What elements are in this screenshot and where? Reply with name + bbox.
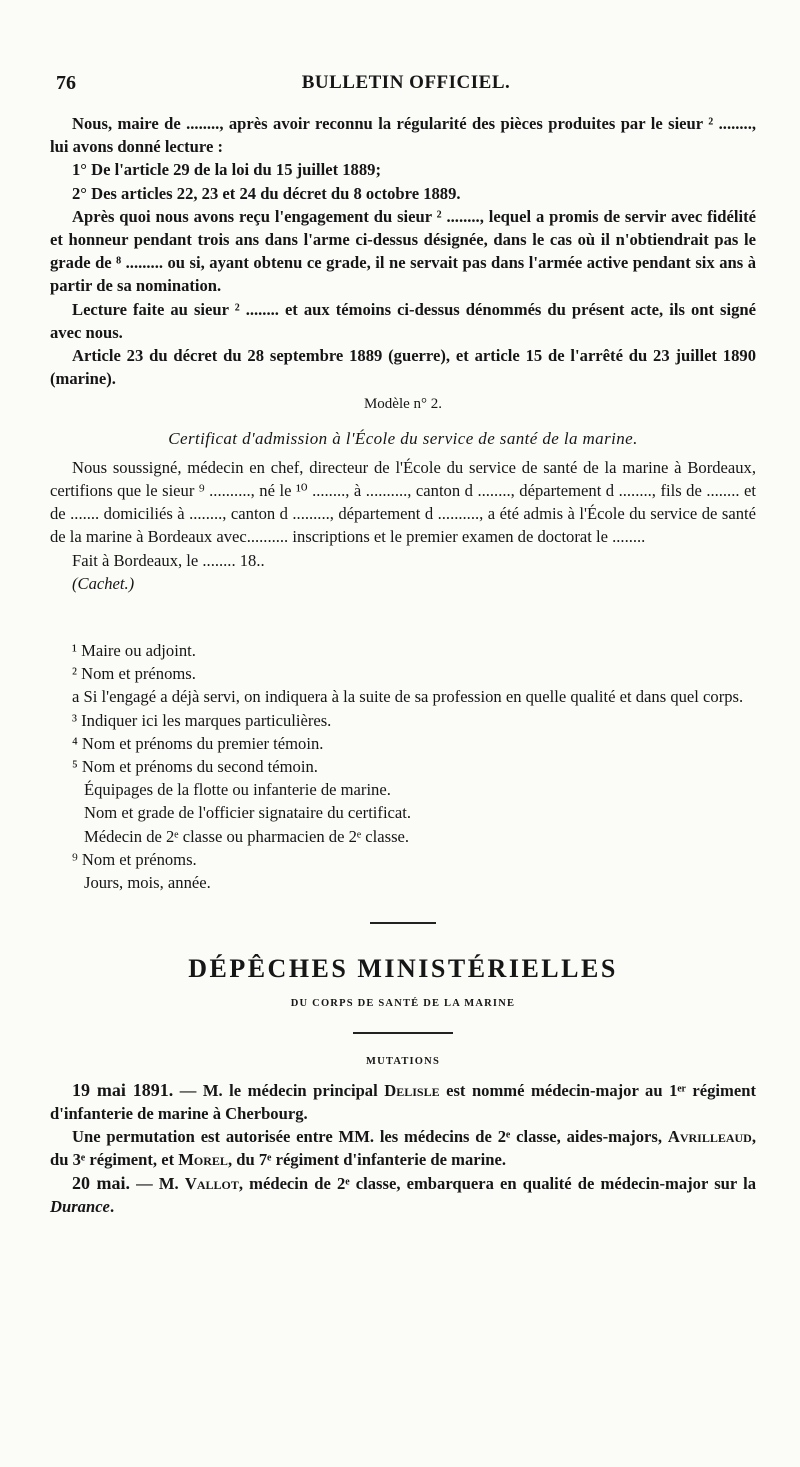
model-label: Modèle n° 2.	[363, 396, 443, 413]
page-number: 76	[56, 72, 76, 94]
officer-name-delisle: Delisle	[384, 1080, 440, 1100]
section-subtitle: DU CORPS DE SANTÉ DE LA MARINE	[290, 998, 516, 1010]
mutation-text: , du 7ᵉ régiment d'infanterie de marine.	[227, 1150, 506, 1170]
mutation-date-1: 19 mai 1891.	[72, 1079, 174, 1100]
certificate-title: Certificat d'admission à l'École du service de santé de la marine.	[168, 428, 638, 448]
section-divider	[370, 922, 436, 924]
footnote-item: ² Nom et prénoms.	[72, 664, 196, 684]
mutation-text: , du 3ᵉ régiment, et	[50, 1127, 756, 1170]
subsection-title: MUTATIONS	[366, 1055, 440, 1067]
certificate-fait: Fait à Bordeaux, le ........ 18..	[72, 550, 265, 570]
certificate-cachet	[50, 572, 756, 595]
page-header	[56, 72, 756, 98]
subsection-divider	[353, 1032, 453, 1034]
officer-name-avrilleaud: Avrilleaud	[667, 1127, 752, 1147]
running-title: BULLETIN OFFICIEL.	[301, 72, 511, 93]
footnote-item: ⁵ Nom et prénoms du second témoin.	[72, 757, 318, 777]
mutation-text: est nommé médecin-major au 1ᵉʳ régiment d'infanterie de marine à Cherbourg.	[50, 1080, 756, 1123]
footnote-item: Nom et grade de l'officier signataire du certificat.	[84, 803, 412, 823]
engagement-paragraph: Après quoi nous avons reçu l'engagement du sieur ² ........, lequel a promis de servir avec fidélité et honneur pendant trois ans dans l'arme ci-dessus désignée, dans le cas où il n'obtiendrait pas le grade de ⁸ ......... ou si, ayant obtenu ce grade, il ne servait pas dans l'armée active pendant six ans à partir de sa nomination.	[50, 206, 756, 296]
mutation-text: Une permutation est autorisée entre MM. les médecins de 2ᵉ classe, aides-majors,	[72, 1127, 668, 1147]
footnotes	[50, 639, 756, 894]
footnote-item: Médecin de 2ᵉ classe ou pharmacien de 2ᵉ classe.	[84, 826, 410, 846]
mutation-entry-1	[50, 1079, 756, 1125]
mutation-entry-2	[50, 1125, 756, 1171]
footnote-item: Équipages de la flotte ou infanterie de marine.	[84, 780, 391, 800]
mutation-text: .	[109, 1196, 115, 1216]
cachet-label: (Cachet.)	[72, 573, 135, 593]
footnote-item: ³ Indiquer ici les marques particulières.	[72, 710, 332, 730]
mutation-entry-3	[50, 1172, 756, 1218]
certificate-body: Nous soussigné, médecin en chef, directeur de l'École du service de santé de la marine à Bordeaux, certifions que le sieur ⁹ .........., né le ¹⁰ ........, à .........., canton d ........, département d ........, fils de ........ et de ....... domiciliés à ........, canton d ........., département d .........., a été admis à l'École du service de santé de la marine à Bordeaux avec.......... inscriptions et le premier examen de doctorat le ........	[50, 457, 756, 547]
footnote-item: ¹ Maire ou adjoint.	[72, 641, 196, 661]
article-reference: Article 23 du décret du 28 septembre 1889 (guerre), et article 15 de l'arrêté du 23 juillet 1890 (marine).	[50, 346, 756, 389]
section-title: DÉPÊCHES MINISTÉRIELLES	[188, 954, 618, 984]
footnote-item: ⁴ Nom et prénoms du premier témoin.	[72, 733, 324, 753]
page-body	[50, 112, 756, 1218]
intro-item-1: 1° De l'article 29 de la loi du 15 juillet 1889;	[72, 160, 381, 180]
footnote-item: ⁹ Nom et prénoms.	[72, 849, 197, 869]
mutation-text: , médecin de 2ᵉ classe, embarquera en qualité de médecin-major sur la	[238, 1173, 756, 1193]
ship-name: Durance	[50, 1196, 110, 1216]
intro-paragraph: Nous, maire de ........, après avoir reconnu la régularité des pièces produites par le sieur ² ........, lui avons donné lecture :	[50, 114, 756, 157]
officer-name-morel: Morel	[178, 1150, 228, 1170]
mutation-text: — M.	[130, 1173, 185, 1193]
mutation-date-3: 20 mai.	[72, 1172, 130, 1193]
footnote-item: a Si l'engagé a déjà servi, on indiquera à la suite de sa profession en quelle qualité et dans quel corps.	[72, 687, 744, 707]
intro-item-2: 2° Des articles 22, 23 et 24 du décret du 8 octobre 1889.	[72, 183, 461, 203]
mutation-text: — M. le médecin principal	[173, 1080, 385, 1100]
lecture-paragraph: Lecture faite au sieur ² ........ et aux témoins ci-dessus dénommés du présent acte, ils ont signé avec nous.	[50, 299, 756, 342]
officer-name-vallot: Vallot	[184, 1173, 239, 1193]
footnote-item: Jours, mois, année.	[84, 873, 211, 893]
